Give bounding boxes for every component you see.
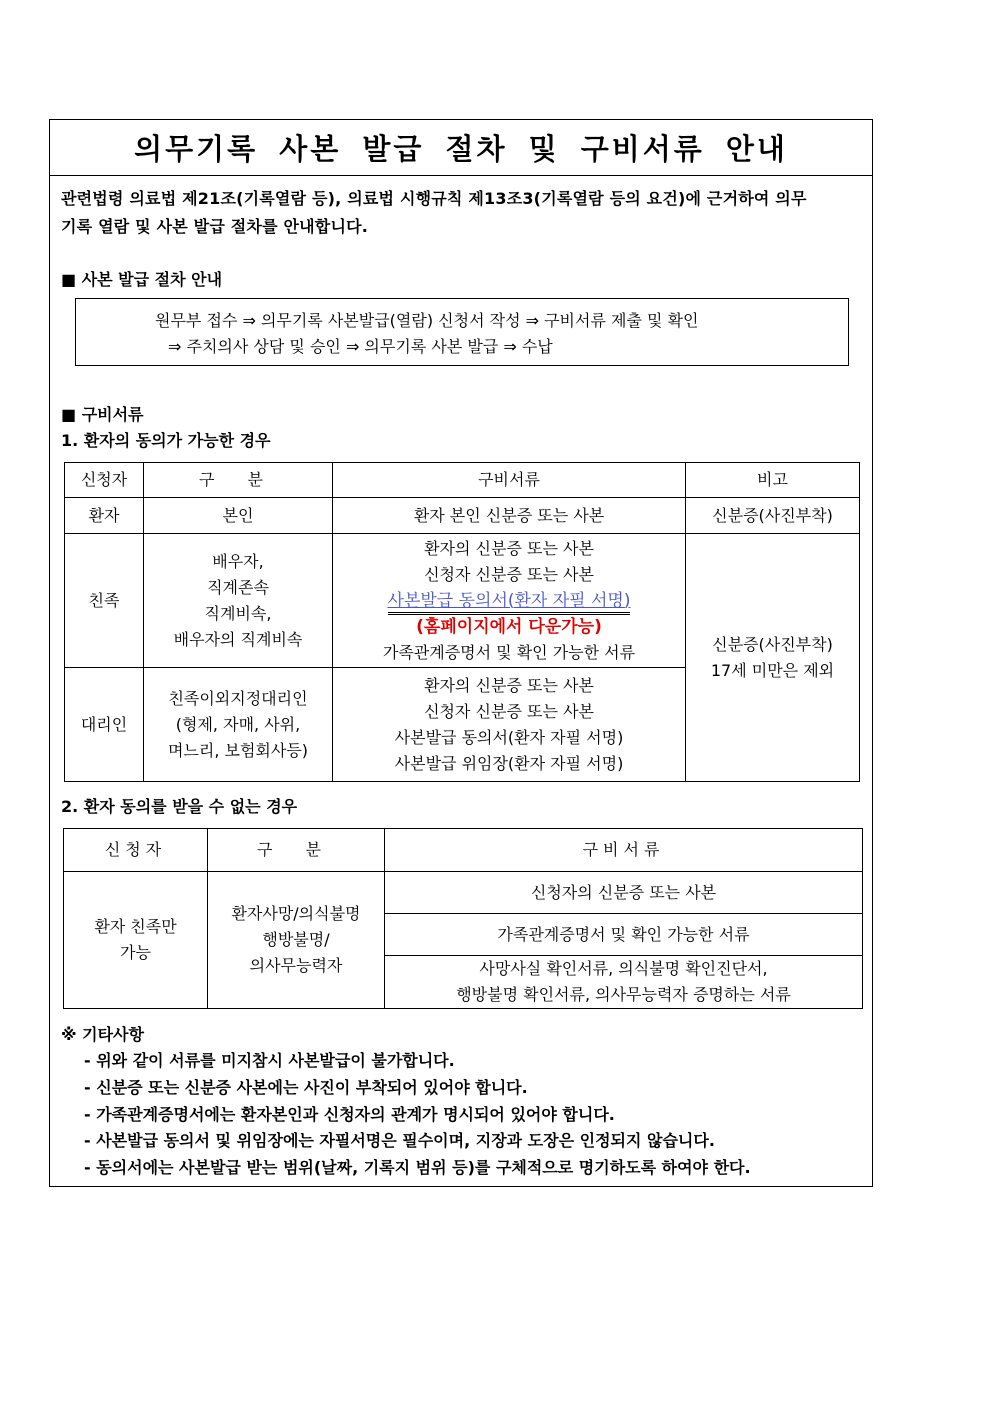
- procedure-box: [75, 298, 849, 366]
- doc-line: 사본발급 위임장(환자 자필 서명): [394, 753, 624, 773]
- cell-docs-family: [333, 534, 686, 668]
- category-line: (형제, 자매, 사위,: [175, 714, 301, 734]
- category-line: 며느리, 보험회사등): [167, 740, 309, 760]
- title-row: [50, 120, 872, 176]
- category-line: 행방불명/: [262, 930, 330, 949]
- case2-title: 2. 환자 동의를 받을 수 없는 경우: [61, 797, 298, 816]
- col-header-documents: 구비서류: [385, 829, 863, 872]
- doc-line: 사망사실 확인서류, 의식불명 확인진단서,: [479, 959, 768, 978]
- page-title: 의무기록 사본 발급 절차 및 구비서류 안내: [134, 132, 788, 166]
- note-line: 17세 미만은 제외: [710, 660, 835, 680]
- doc-line: 사본발급 동의서(환자 자필 서명): [394, 727, 624, 747]
- cell-docs-patient: 환자 본인 신분증 또는 사본: [333, 498, 686, 534]
- cell-category: [208, 872, 385, 1009]
- col-header-applicant: 신청자: [64, 829, 208, 872]
- col-header-category: 구 분: [208, 829, 385, 872]
- cell-applicant-agent: 대리인: [65, 668, 144, 782]
- doc-line: 가족관계증명서 및 확인 가능한 서류: [382, 642, 636, 662]
- col-header-documents: 구비서류: [333, 463, 686, 498]
- consent-impossible-table: [63, 828, 863, 1009]
- table-row: [65, 498, 860, 534]
- doc-line: 신청자 신분증 또는 사본: [424, 701, 594, 721]
- doc-line: 환자의 신분증 또는 사본: [424, 675, 594, 695]
- cell-category-family: [144, 534, 333, 668]
- category-line: 직계비속,: [204, 603, 272, 623]
- procedure-line-1: 원무부 접수 ⇒ 의무기록 사본발급(열람) 신청서 작성 ⇒ 구비서류 제출 및 확인: [155, 311, 699, 330]
- col-header-category: 구 분: [144, 463, 333, 498]
- table-row: [65, 534, 860, 668]
- category-line: 배우자,: [212, 551, 264, 571]
- cell-note-shared: [686, 534, 860, 782]
- case1-title: 1. 환자의 동의가 가능한 경우: [61, 431, 271, 450]
- consent-form-link[interactable]: 사본발급 동의서(환자 자필 서명): [388, 591, 631, 615]
- cell-applicant-family: 친족: [65, 534, 144, 668]
- table-row: [64, 872, 863, 914]
- note-item: - 신분증 또는 신분증 사본에는 사진이 부착되어 있어야 합니다.: [84, 1078, 528, 1097]
- category-line: 환자사망/의식불명: [231, 904, 361, 923]
- cell-doc: 가족관계증명서 및 확인 가능한 서류: [385, 914, 863, 956]
- doc-line: 신청자 신분증 또는 사본: [424, 564, 594, 584]
- consent-possible-table: [64, 462, 860, 782]
- cell-applicant: [64, 872, 208, 1009]
- cell-doc: [385, 956, 863, 1009]
- applicant-line: 환자 친족만: [94, 917, 177, 936]
- col-header-note: 비고: [686, 463, 860, 498]
- category-line: 친족이외지정대리인: [168, 688, 308, 708]
- doc-line: 행방불명 확인서류, 의사무능력자 증명하는 서류: [456, 985, 791, 1004]
- cell-applicant-patient: 환자: [65, 498, 144, 534]
- procedure-heading: ■ 사본 발급 절차 안내: [61, 270, 223, 289]
- cell-docs-agent: [333, 668, 686, 782]
- notes-title: ※ 기타사항: [61, 1025, 144, 1044]
- notice-frame: [49, 119, 873, 1187]
- category-line: 의사무능력자: [249, 956, 343, 975]
- note-item: - 사본발급 동의서 및 위임장에는 자필서명은 필수이며, 지장과 도장은 인정되지 않습니다.: [84, 1131, 715, 1150]
- procedure-line-2: ⇒ 주치의사 상담 및 승인 ⇒ 의무기록 사본 발급 ⇒ 수납: [168, 337, 553, 356]
- intro-line-1: 관련법령 의료법 제21조(기록열람 등), 의료법 시행규칙 제13조3(기록열람 등의 요건)에 근거하여 의무: [61, 189, 807, 208]
- col-header-applicant: 신청자: [65, 463, 144, 498]
- cell-note-patient: 신분증(사진부착): [686, 498, 860, 534]
- category-line: 배우자의 직계비속: [173, 629, 303, 649]
- cell-category-self: 본인: [144, 498, 333, 534]
- intro-line-2: 기록 열람 및 사본 발급 절차를 안내합니다.: [61, 217, 369, 236]
- cell-doc: 신청자의 신분증 또는 사본: [385, 872, 863, 914]
- note-item: - 가족관계증명서에는 환자본인과 신청자의 관계가 명시되어 있어야 합니다.: [84, 1105, 615, 1124]
- note-item: - 위와 같이 서류를 미지참시 사본발급이 불가합니다.: [84, 1051, 455, 1070]
- note-line: 신분증(사진부착): [712, 634, 833, 654]
- download-notice: (홈페이지에서 다운가능): [416, 616, 602, 637]
- applicant-line: 가능: [120, 943, 151, 962]
- doc-line: 환자의 신분증 또는 사본: [424, 538, 594, 558]
- documents-heading: ■ 구비서류: [61, 405, 144, 424]
- note-item: - 동의서에는 사본발급 받는 범위(날짜, 기록지 범위 등)를 구체적으로 명기하도록 하여야 한다.: [84, 1158, 751, 1177]
- cell-category-agent: [144, 668, 333, 782]
- category-line: 직계존속: [207, 577, 269, 597]
